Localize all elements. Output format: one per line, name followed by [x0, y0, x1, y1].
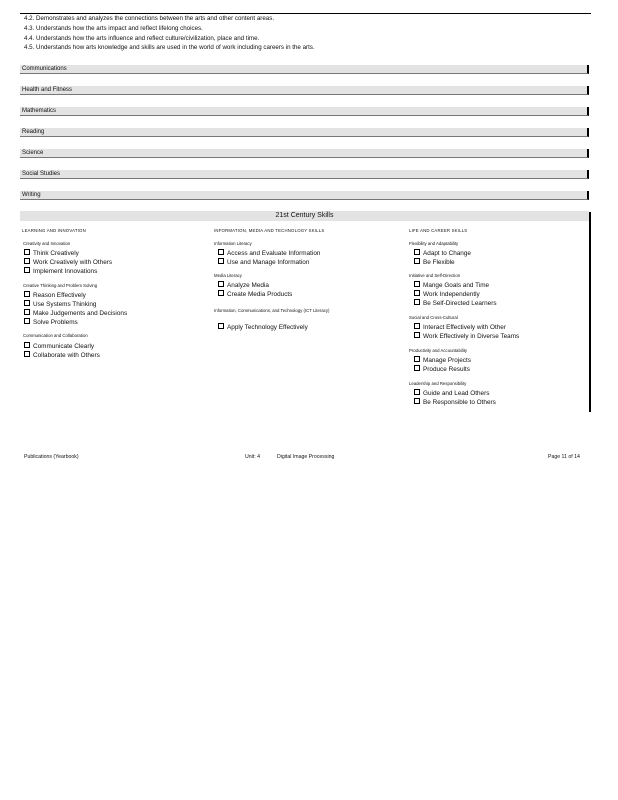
skill-checkbox[interactable]: [414, 398, 496, 407]
skill-label: Mange Goals and Time: [423, 282, 490, 289]
content-area-reading: Reading: [20, 128, 589, 137]
skill-label: Analyze Media: [227, 282, 269, 289]
checkbox-icon[interactable]: [414, 258, 420, 264]
content-area-science: Science: [20, 149, 589, 158]
standard-4-4: 4.4. Understands how the arts influence and reflect culture/civilization, place and time.: [24, 35, 260, 42]
category-information-literacy: Information Literacy: [214, 241, 252, 246]
standard-4-5: 4.5. Understands how arts knowledge and skills are used in the world of work including careers in the arts.: [24, 44, 315, 51]
category-flexibility: Flexibility and Adaptability: [409, 241, 459, 246]
content-area-writing: Writing: [20, 191, 589, 200]
category-communication: Communication and Collaboration: [23, 333, 88, 338]
skill-label: Implement Innovations: [33, 268, 98, 275]
checkbox-icon[interactable]: [414, 249, 420, 255]
skill-checkbox[interactable]: [414, 389, 489, 398]
skill-checkbox[interactable]: [414, 290, 480, 299]
skill-label: Be Flexible: [423, 259, 455, 266]
skill-checkbox[interactable]: [218, 281, 269, 290]
skill-label: Access and Evaluate Information: [227, 250, 321, 257]
checkbox-icon[interactable]: [24, 300, 30, 306]
skill-checkbox[interactable]: [24, 258, 112, 267]
footer-course: Publications (Yearbook): [24, 454, 79, 460]
skill-label: Produce Results: [423, 366, 470, 373]
skills-title: 21st Century Skills: [20, 211, 589, 221]
content-area-health-fitness: Health and Fitness: [20, 86, 589, 95]
checkbox-icon[interactable]: [414, 281, 420, 287]
checkbox-icon[interactable]: [24, 249, 30, 255]
skill-label: Work Independently: [423, 291, 480, 298]
checkbox-icon[interactable]: [24, 351, 30, 357]
checkbox-icon[interactable]: [218, 323, 224, 329]
content-area-mathematics: Mathematics: [20, 107, 589, 116]
skill-label: Create Media Products: [227, 291, 293, 298]
checkbox-icon[interactable]: [414, 365, 420, 371]
checkbox-icon[interactable]: [218, 281, 224, 287]
checkbox-icon[interactable]: [24, 342, 30, 348]
skill-label: Use Systems Thinking: [33, 301, 97, 308]
checkbox-icon[interactable]: [24, 267, 30, 273]
category-creative-thinking: Creative Thinking and Problem Solving: [23, 283, 98, 288]
content-area-communications: Communications: [20, 65, 589, 74]
category-creativity: Creativity and Innovation: [23, 241, 71, 246]
checkbox-icon[interactable]: [414, 398, 420, 404]
skill-label: Be Self-Directed Learners: [423, 300, 497, 307]
skill-checkbox[interactable]: [218, 258, 309, 267]
category-initiative: Initiative and Self-Direction: [409, 273, 461, 278]
skill-checkbox[interactable]: [24, 342, 94, 351]
skill-checkbox[interactable]: [414, 323, 506, 332]
category-leadership: Leadership and Responsibility: [409, 381, 467, 386]
skill-label: Be Responsible to Others: [423, 399, 496, 406]
skill-checkbox[interactable]: [24, 351, 100, 360]
column-heading-information: INFORMATION, MEDIA AND TECHNOLOGY SKILLS: [214, 228, 325, 233]
skill-checkbox[interactable]: [414, 258, 455, 267]
skill-checkbox[interactable]: [414, 365, 470, 374]
checkbox-icon[interactable]: [218, 290, 224, 296]
footer-unit-title: Digital Image Processing: [277, 454, 335, 460]
skill-checkbox[interactable]: [414, 299, 497, 308]
checkbox-icon[interactable]: [414, 290, 420, 296]
skill-checkbox[interactable]: [24, 318, 78, 327]
checkbox-icon[interactable]: [414, 332, 420, 338]
checkbox-icon[interactable]: [414, 323, 420, 329]
content-area-social-studies: Social Studies: [20, 170, 589, 179]
checkbox-icon[interactable]: [414, 299, 420, 305]
column-heading-life-career: LIFE AND CAREER SKILLS: [409, 228, 468, 233]
checkbox-icon[interactable]: [218, 249, 224, 255]
checkbox-icon[interactable]: [414, 389, 420, 395]
skill-label: Manage Projects: [423, 357, 471, 364]
skill-label: Guide and Lead Others: [423, 390, 490, 397]
checkbox-icon[interactable]: [218, 258, 224, 264]
skill-checkbox[interactable]: [414, 332, 519, 341]
standard-4-2: 4.2. Demonstrates and analyzes the connections between the arts and other content areas.: [24, 15, 275, 22]
skill-checkbox[interactable]: [414, 356, 471, 365]
skill-label: Interact Effectively with Other: [423, 324, 506, 331]
footer-page-number: Page 11 of 14: [548, 454, 580, 460]
skill-checkbox[interactable]: [24, 267, 97, 276]
skill-label: Collaborate with Others: [33, 352, 100, 359]
footer-unit: Unit: 4: [245, 454, 260, 460]
checkbox-icon[interactable]: [24, 258, 30, 264]
skill-checkbox[interactable]: [24, 249, 79, 258]
skill-label: Adapt to Change: [423, 250, 471, 257]
skill-checkbox[interactable]: [24, 309, 127, 318]
checkbox-icon[interactable]: [414, 356, 420, 362]
skill-checkbox[interactable]: [218, 249, 320, 258]
skill-label: Reason Effectively: [33, 292, 86, 299]
skill-label: Work Creatively with Others: [33, 259, 113, 266]
skill-label: Make Judgements and Decisions: [33, 310, 128, 317]
skill-checkbox[interactable]: [414, 281, 489, 290]
category-ict-literacy: Information, Communications, and Technology (ICT Literacy): [214, 308, 330, 313]
skill-label: Solve Problems: [33, 319, 78, 326]
category-media-literacy: Media Literacy: [214, 273, 242, 278]
skill-checkbox[interactable]: [414, 249, 471, 258]
skill-label: Communicate Clearly: [33, 343, 95, 350]
skill-checkbox[interactable]: [218, 323, 308, 332]
skill-label: Use and Manage Information: [227, 259, 310, 266]
column-heading-learning: LEARNING AND INNOVATION: [22, 228, 86, 233]
skill-label: Think Creatively: [33, 250, 79, 257]
skill-label: Work Effectively in Diverse Teams: [423, 333, 520, 340]
skill-label: Apply Technology Effectively: [227, 324, 308, 331]
standard-4-3: 4.3. Understands how the arts impact and reflect lifelong choices.: [24, 25, 203, 32]
checkbox-icon[interactable]: [24, 309, 30, 315]
skill-checkbox[interactable]: [24, 300, 96, 309]
checkbox-icon[interactable]: [24, 291, 30, 297]
skill-checkbox[interactable]: [24, 291, 86, 300]
category-social-cross-cultural: Social and Cross-Cultural: [409, 315, 458, 320]
checkbox-icon[interactable]: [24, 318, 30, 324]
category-productivity: Productivity and Accountability: [409, 348, 468, 353]
skill-checkbox[interactable]: [218, 290, 292, 299]
